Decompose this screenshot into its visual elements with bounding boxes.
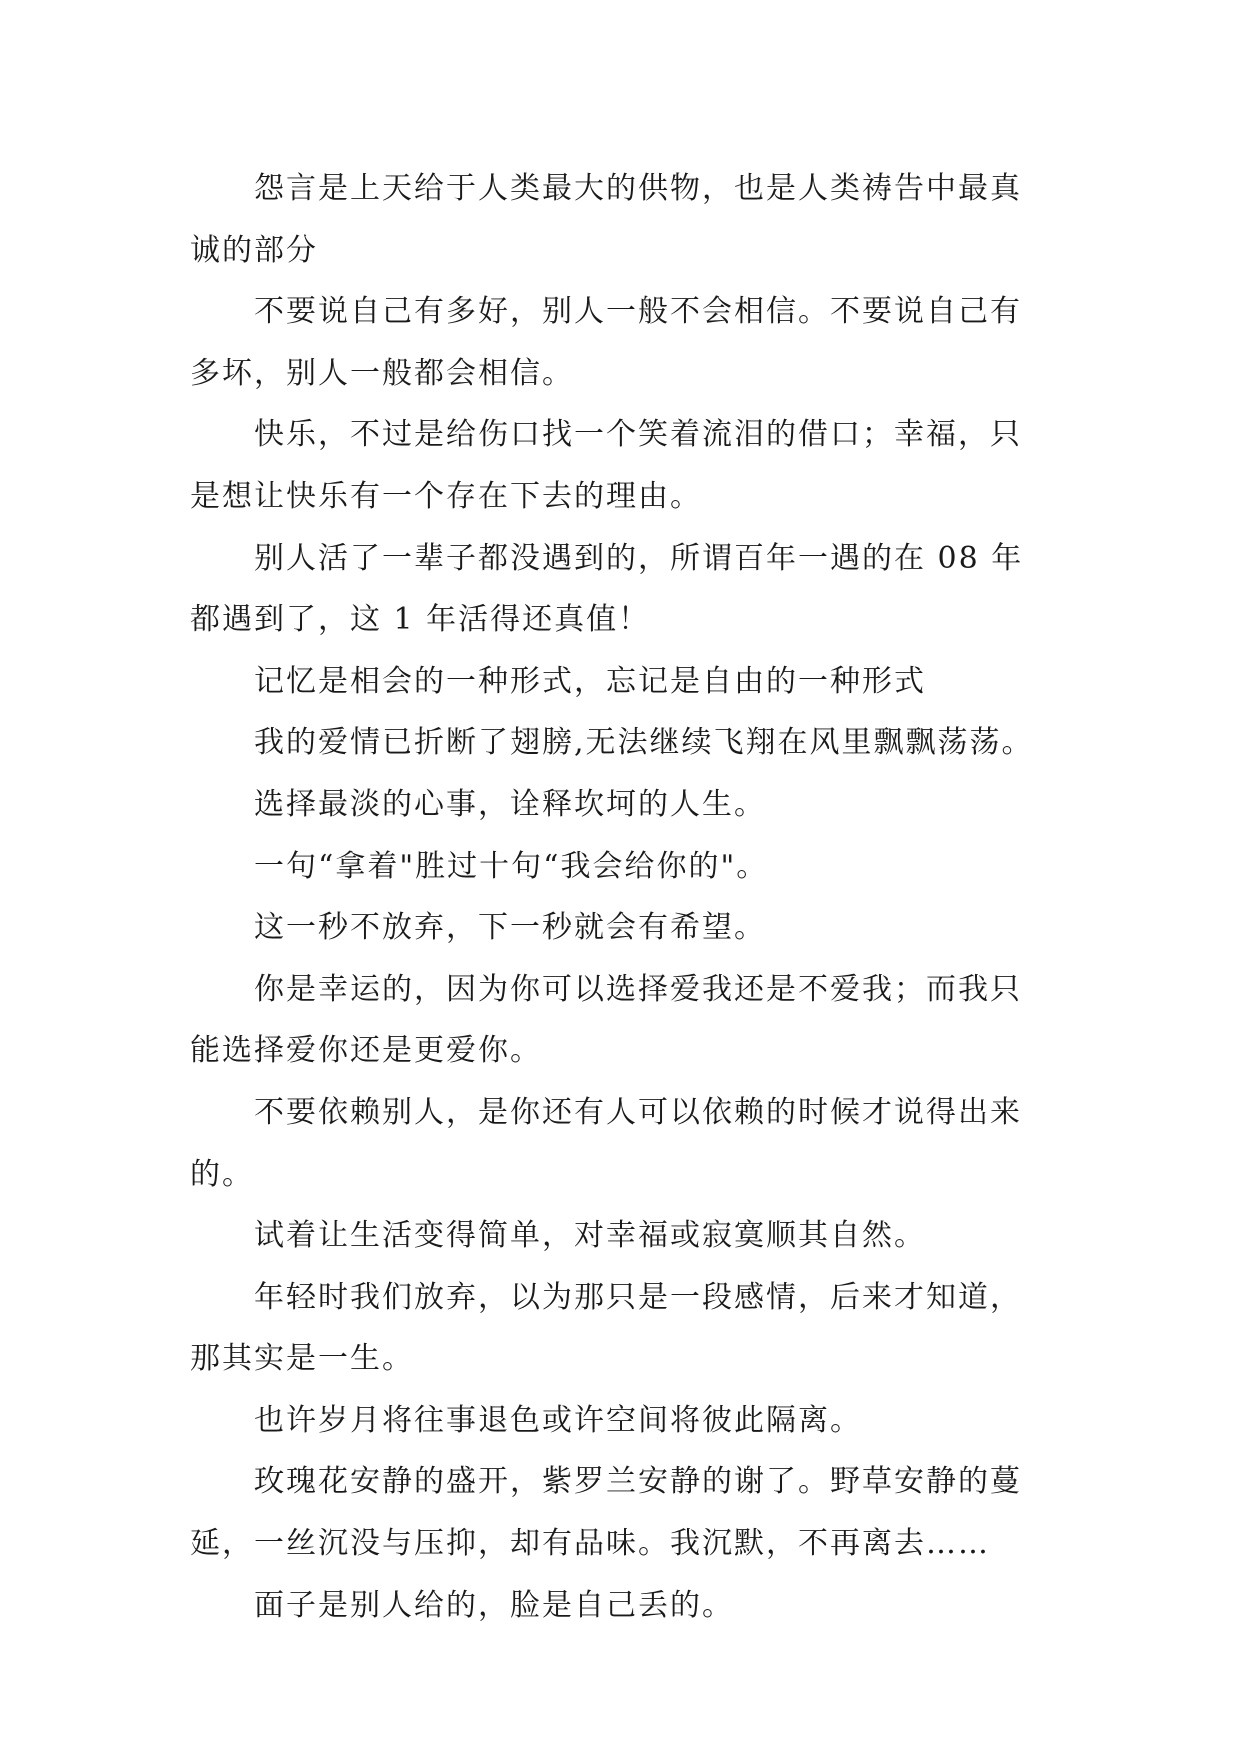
paragraph: 我的爱情已折断了翅膀,无法继续飞翔在风里飘飘荡荡。 [254,725,1034,761]
paragraph: 记忆是相会的一种形式，忘记是自由的一种形式 [254,663,926,699]
paragraph: 你是幸运的，因为你可以选择爱我还是不爱我；而我只能选择爱你还是更爱你。 [190,971,1022,1069]
paragraph: 怨言是上天给于人类最大的供物，也是人类祷告中最真诚的部分 [190,171,1022,268]
paragraph: 试着让生活变得简单，对幸福或寂寞顺其自然。 [254,1218,926,1254]
paragraph: 年轻时我们放弃，以为那只是一段感情，后来才知道，那其实是一生。 [190,1279,1022,1377]
paragraph: 也许岁月将往事退色或许空间将彼此隔离。 [254,1402,862,1438]
paragraph: 一句“拿着"胜过十句“我会给你的"。 [254,848,769,884]
paragraph: 别人活了一辈子都没遇到的，所谓百年一遇的在 08 年都遇到了，这 1 年活得还真值！ [190,540,1024,638]
paragraph: 这一秒不放弃，下一秒就会有希望。 [254,910,766,946]
paragraph: 选择最淡的心事，诠释坎坷的人生。 [254,786,766,822]
paragraph: 不要依赖别人，是你还有人可以依赖的时候才说得出来的。 [190,1094,1022,1192]
paragraph: 面子是别人给的，脸是自己丢的。 [254,1587,734,1623]
document-body [190,158,1050,1636]
paragraph: 不要说自己有多好，别人一般不会相信。不要说自己有多坏，别人一般都会相信。 [190,294,1022,391]
paragraph: 快乐，不过是给伤口找一个笑着流泪的借口；幸福，只是想让快乐有一个存在下去的理由。 [190,417,1022,514]
paragraph: 玫瑰花安静的盛开，紫罗兰安静的谢了。野草安静的蔓延，一丝沉没与压抑，却有品味。我沉默，不再离去…… [190,1464,1022,1562]
